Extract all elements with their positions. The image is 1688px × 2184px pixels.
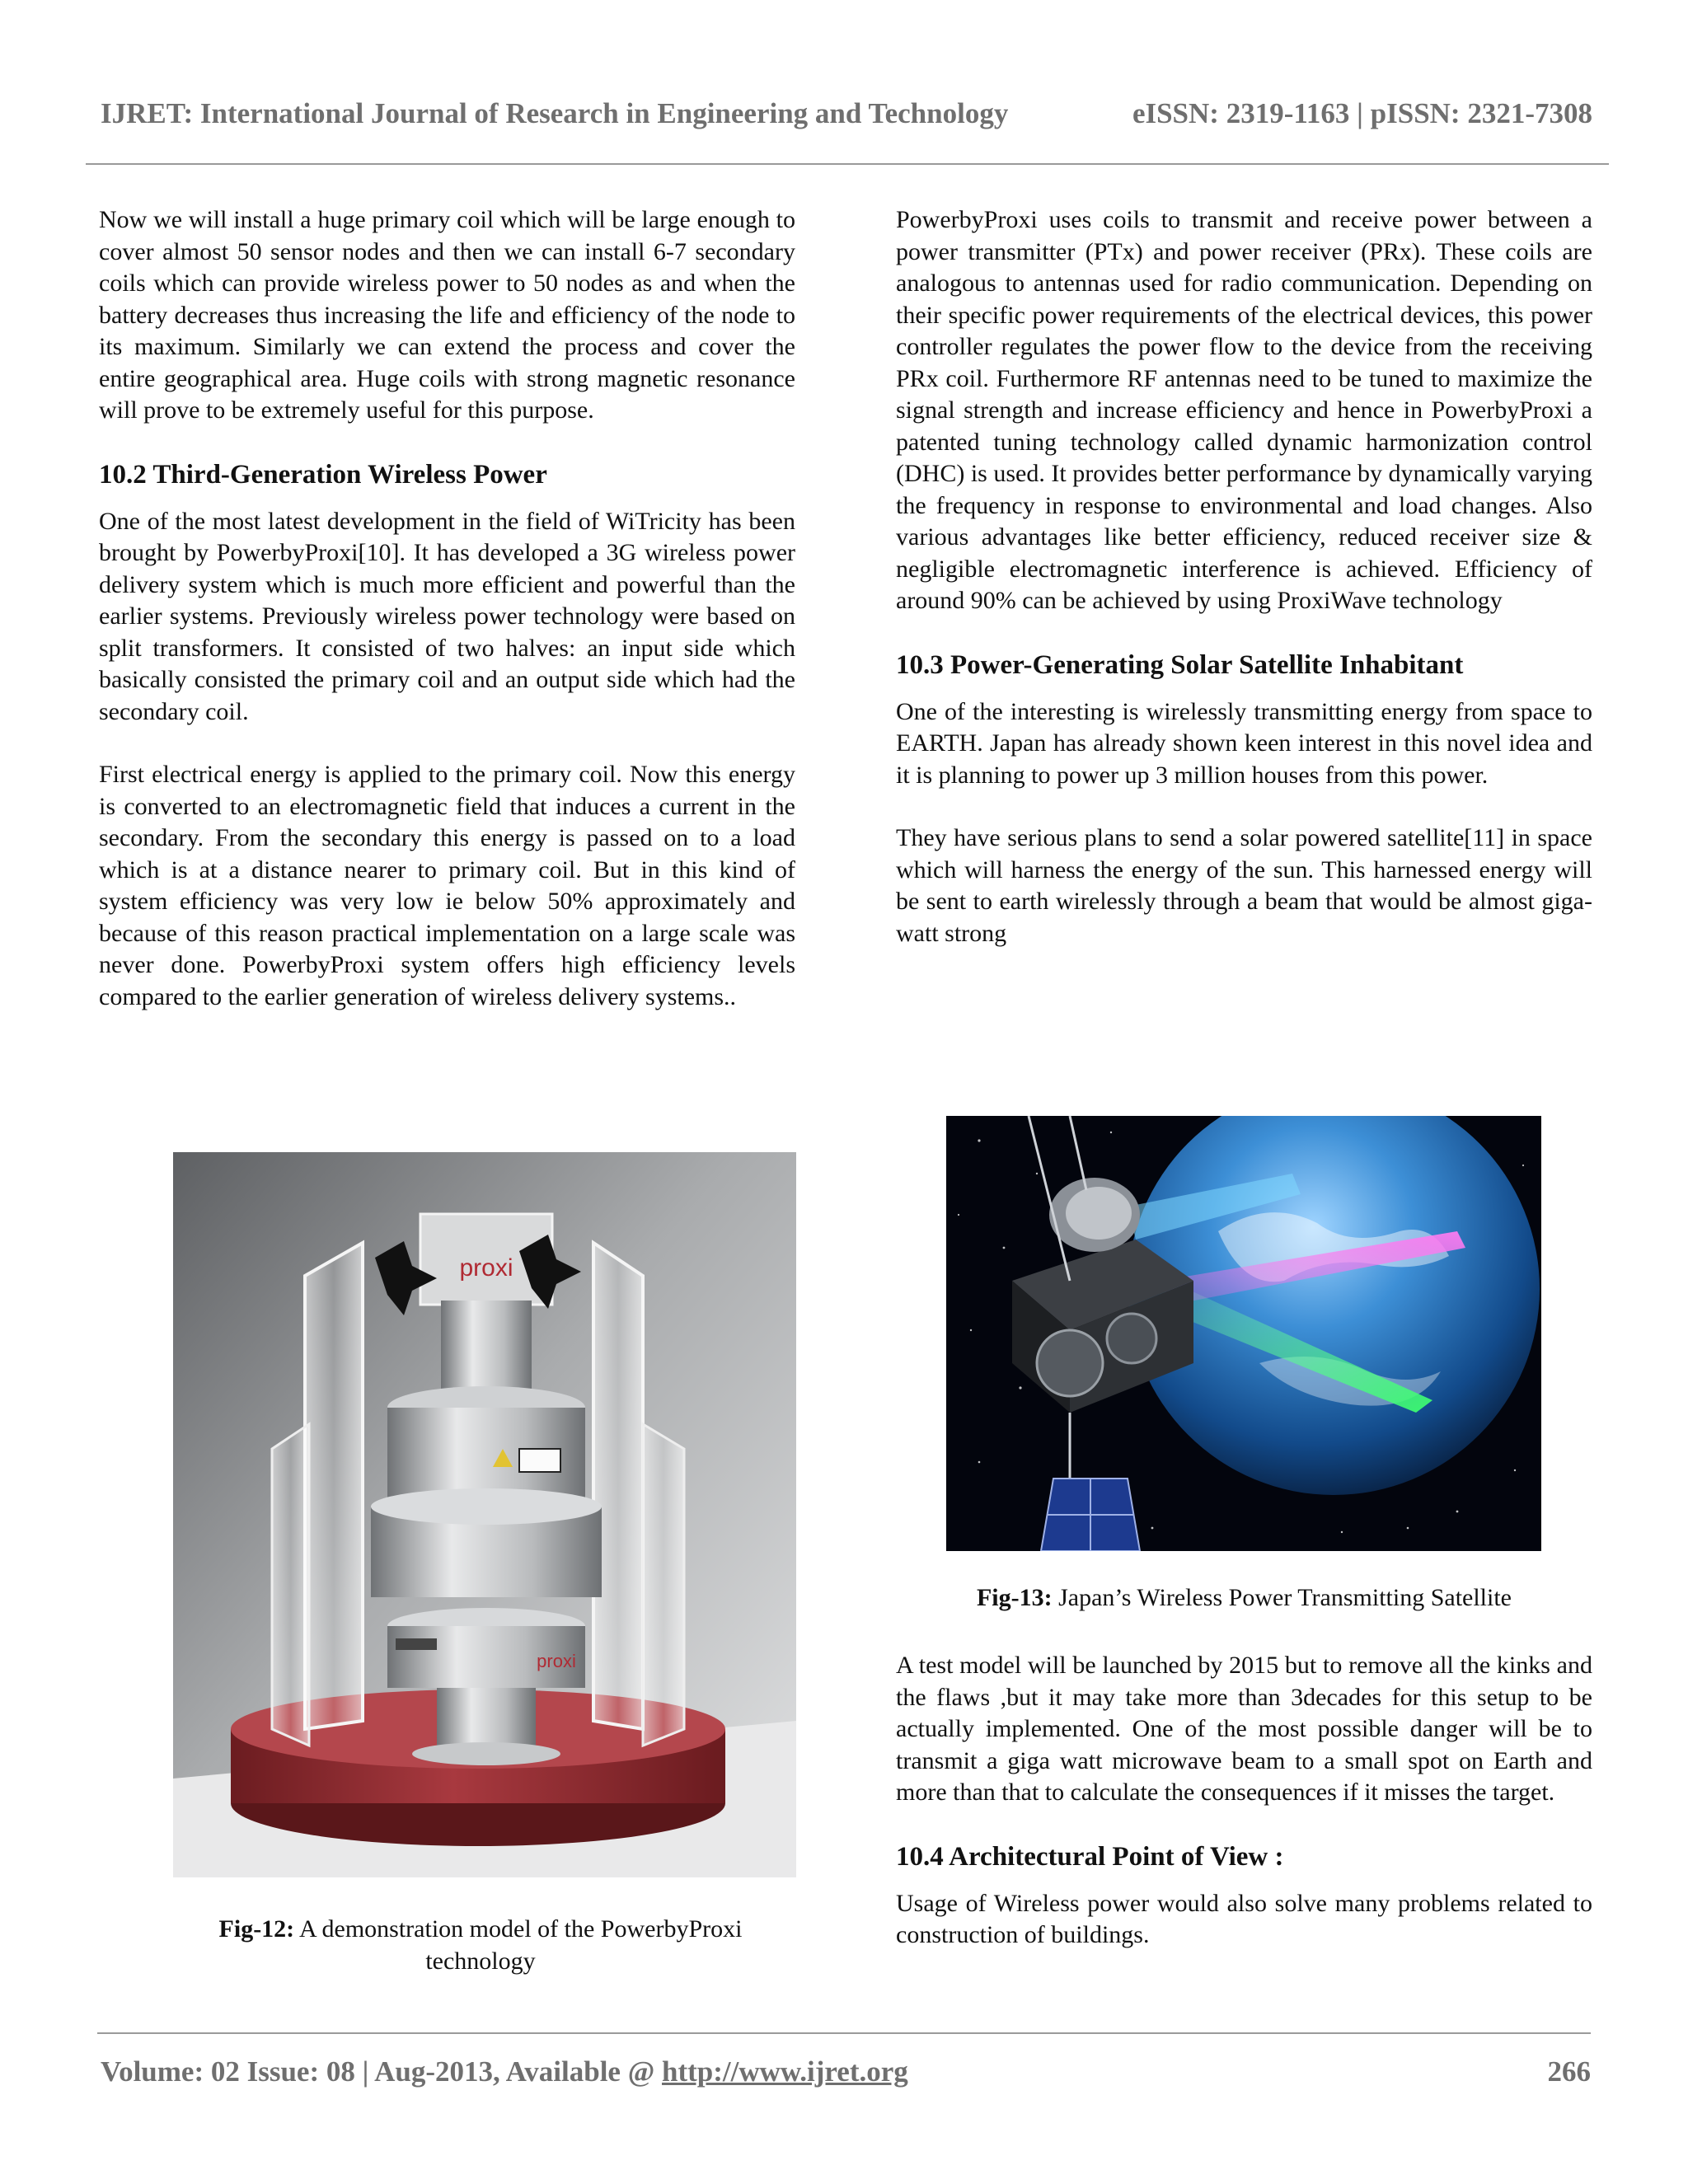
journal-title: IJRET: International Journal of Research in Engineering and Technology: [101, 97, 1009, 129]
paragraph: Now we will install a huge primary coil which will be large enough to cover almost 50 sensor nodes and then we can install 6-7 secondary coils which can provide wireless power to 50 nodes as and when the battery decreases thus increasing the life and efficiency of the node to its maximum. Similarly we can extend the process and cover the entire geographical area. Huge coils with strong magnetic resonance will prove to be extremely useful for this purpose.: [99, 206, 795, 424]
paragraph: PowerbyProxi uses coils to transmit and receive power between a power transmitter (PTx) and power receiver (PRx). These coils are analogous to antennas used for radio communication. Depending on their specific power requirements of the electrical devices, this power controller regulates the power flow to the device from the receiving PRx coil. Furthermore RF antennas need to be tuned to maximize the signal strength and increase efficiency and hence in PowerbyProxi a patented tuning technology called dynamic harmonization control (DHC) is used. It provides better performance by dynamically varying the frequency in response to environmental and load changes. Also various advantages like better efficiency, reduced receiver size & negligible electromagnetic interference is achieved. Efficiency of around 90% can be achieved by using ProxiWave technology: [896, 206, 1592, 614]
footer-volume-text: Volume: 02 Issue: 08 | Aug-2013, Available @: [101, 2055, 663, 2088]
section-heading-10-2: 10.2 Third-Generation Wireless Power: [99, 459, 547, 490]
paragraph: A test model will be launched by 2015 but to remove all the kinks and the flaws ,but it may take more than 3decades for this setup to be actually implemented. One of the most possible danger will be to transmit a giga watt microwave beam to a small spot on Earth and more than that to calculate the consequences if it misses the target.: [896, 1652, 1592, 1806]
figure-12-label: Fig-12:: [218, 1915, 295, 1943]
proxi-logo-text-lower: proxi: [537, 1651, 576, 1671]
journal-url-link[interactable]: http://www.ijret.org: [662, 2055, 908, 2088]
figure-13-caption-text: Japan’s Wireless Power Transmitting Satellite: [1052, 1584, 1512, 1611]
footer-volume-info: [101, 2055, 908, 2088]
paragraph: One of the most latest development in the field of WiTricity has been brought by PowerbyProxi[10]. It has developed a 3G wireless power delivery system which is much more efficient and powerful than the earlier systems. Previously wireless power technology were based on split transformers. It consisted of two halves: an input side which basically consisted the primary coil and an output side which had the secondary coil.: [99, 507, 795, 725]
right-column-continued: [896, 1650, 1592, 1952]
section-heading-10-3: 10.3 Power-Generating Solar Satellite Inhabitant: [896, 649, 1464, 680]
page-footer: [101, 2055, 1591, 2088]
figure-12-image: [173, 1152, 796, 1877]
solar-satellite-illustration: [946, 1116, 1541, 1551]
proxi-logo-text: proxi: [459, 1254, 513, 1282]
figure-12-caption-text: A demonstration model of the PowerbyProxi technology: [294, 1915, 743, 1975]
paragraph: Usage of Wireless power would also solve many problems related to construction of buildings.: [896, 1889, 1592, 1948]
header-divider: [86, 163, 1609, 165]
page-number: 266: [1547, 2055, 1591, 2088]
powerbyproxi-model-illustration: [173, 1152, 796, 1877]
issn-info: eISSN: 2319-1163 | pISSN: 2321-7308: [1132, 97, 1592, 129]
figure-13-image: [946, 1116, 1541, 1551]
left-column: [99, 204, 795, 1013]
paragraph: First electrical energy is applied to the primary coil. Now this energy is converted to an electromagnetic field that induces a current in the secondary. From the secondary this energy is passed on to a load which is at a distance nearer to primary coil. But in this kind of system efficiency was very low ie below 50% approximately and because of this reason practical implementation on a large scale was never done. PowerbyProxi system offers high efficiency levels compared to the earlier generation of wireless delivery systems..: [99, 761, 795, 1010]
paragraph: One of the interesting is wirelessly transmitting energy from space to EARTH. Japan has already shown keen interest in this novel idea and it is planning to power up 3 million houses from this power.: [896, 697, 1592, 789]
section-heading-10-4: 10.4 Architectural Point of View :: [896, 1841, 1284, 1872]
figure-13-caption: [896, 1582, 1592, 1615]
right-column: [896, 204, 1592, 949]
figure-13-label: Fig-13:: [976, 1584, 1053, 1611]
footer-divider: [97, 2032, 1591, 2034]
figure-12-caption: [165, 1914, 796, 1977]
paragraph: They have serious plans to send a solar powered satellite[11] in space which will harness the energy of the sun. This harnessed energy will be sent to earth wirelessly through a beam that would be almost giga-watt strong: [896, 824, 1592, 947]
page-header: [101, 97, 1592, 130]
